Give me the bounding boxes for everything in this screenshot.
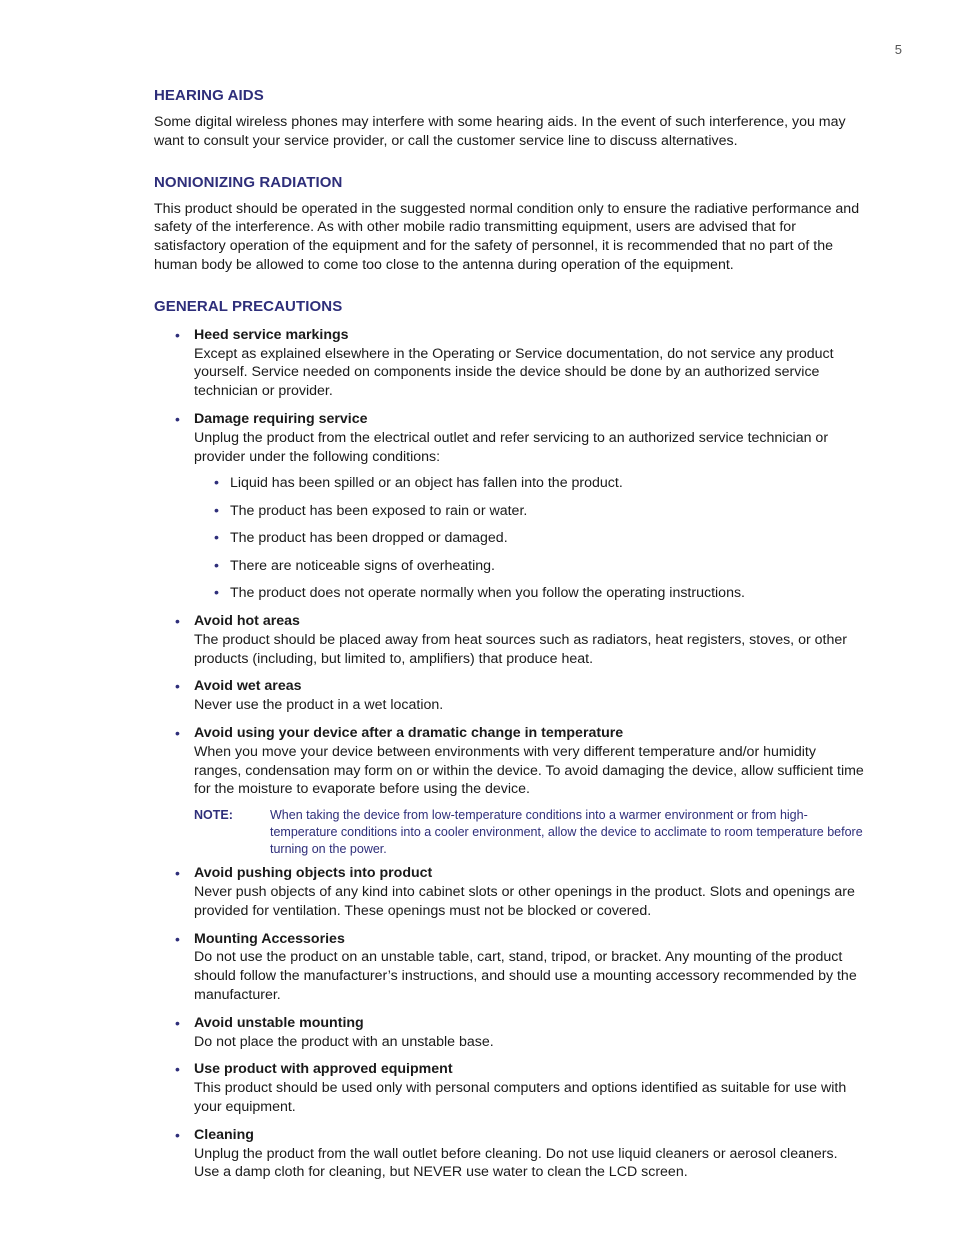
precaution-title: • Damage requiring service bbox=[194, 410, 368, 427]
precautions-list bbox=[154, 326, 866, 799]
precaution-text: Do not use the product on an unstable table, cart, stand, tripod, or bracket. Any mounting of the product should follow the manufacturer’s instructions, and should use a mounting accessory recommended by the manufacturer. bbox=[194, 949, 857, 1004]
condition-item: • There are noticeable signs of overheating. bbox=[194, 557, 866, 576]
precaution-text: Unplug the product from the electrical outlet and refer servicing to an authorized service technician or provider under the following conditions: bbox=[194, 429, 829, 465]
conditions-list bbox=[194, 474, 866, 603]
section-heading-general-precautions: GENERAL PRECAUTIONS bbox=[154, 297, 343, 315]
precaution-text: This product should be used only with personal computers and options identified as suitable for use with your equipment. bbox=[194, 1080, 847, 1116]
precaution-item bbox=[154, 930, 866, 1005]
condition-item: • The product has been dropped or damaged. bbox=[194, 529, 866, 548]
precaution-title: • Heed service markings bbox=[194, 326, 349, 343]
precaution-title: • Avoid pushing objects into product bbox=[194, 865, 433, 882]
precaution-item bbox=[154, 1060, 866, 1116]
precaution-text: Never use the product in a wet location. bbox=[194, 697, 444, 714]
precaution-item bbox=[154, 677, 866, 715]
precaution-text: Unplug the product from the wall outlet before cleaning. Do not use liquid cleaners or aerosol cleaners. Use a damp cloth for cleaning, but NEVER use water to clean the LCD screen. bbox=[194, 1145, 838, 1181]
precaution-title: • Mounting Accessories bbox=[194, 930, 345, 947]
precaution-title: • Avoid wet areas bbox=[194, 678, 302, 695]
precaution-item bbox=[154, 410, 866, 603]
precaution-item bbox=[154, 864, 866, 920]
precautions-list-continued bbox=[154, 864, 866, 1182]
precaution-text: Never push objects of any kind into cabinet slots or other openings in the product. Slots and openings are provided for ventilation. These openings must not be blocked or covered. bbox=[194, 884, 855, 919]
section-body-nonionizing-radiation: This product should be operated in the suggested normal condition only to ensure the radiative performance and safety of the interference. As with other mobile radio transmitting equipment, users are advised that for satisfactory operation of the equipment and for the safety of personnel, it is recommended that no part of the human body be allowed to come too close to the antenna during operation of the equipment. bbox=[154, 200, 860, 273]
precaution-item bbox=[154, 1126, 866, 1182]
precaution-item bbox=[154, 724, 866, 799]
precaution-text: The product should be placed away from heat sources such as radiators, heat registers, stoves, or other products (including, but limited to, amplifiers) that produce heat. bbox=[194, 631, 847, 667]
precaution-text: Except as explained elsewhere in the Operating or Service documentation, do not service any product yourself. Service needed on components inside the device should be done by an authorized service technician or provider. bbox=[194, 345, 834, 400]
precaution-text: Do not place the product with an unstable base. bbox=[194, 1033, 494, 1050]
note-box bbox=[194, 807, 866, 858]
precaution-title: • Use product with approved equipment bbox=[194, 1061, 453, 1078]
section-body-hearing-aids: Some digital wireless phones may interfere with some hearing aids. In the event of such interference, you may want to consult your service provider, or call the customer service line to discuss alternatives. bbox=[154, 114, 846, 149]
precaution-title: • Avoid hot areas bbox=[194, 613, 300, 630]
condition-item: • The product does not operate normally when you follow the operating instructions. bbox=[194, 584, 866, 603]
section-heading-nonionizing-radiation: NONIONIZING RADIATION bbox=[154, 173, 343, 191]
document-body bbox=[154, 86, 866, 1191]
note-label: NOTE: bbox=[194, 808, 233, 823]
precaution-text: When you move your device between environments with very different temperature and/or humidity ranges, condensation may form on or within the device. To avoid damaging the device, allow sufficient time for the moisture to evaporate before using the device. bbox=[194, 743, 864, 798]
condition-item: • Liquid has been spilled or an object has fallen into the product. bbox=[194, 474, 866, 493]
precaution-item bbox=[154, 326, 866, 401]
condition-item: • The product has been exposed to rain or water. bbox=[194, 502, 866, 521]
precaution-item bbox=[154, 1014, 866, 1052]
precaution-item bbox=[154, 612, 866, 668]
precaution-title: • Avoid using your device after a dramatic change in temperature bbox=[194, 725, 624, 742]
precaution-title: • Avoid unstable mounting bbox=[194, 1014, 364, 1031]
precaution-title: • Cleaning bbox=[194, 1126, 254, 1143]
page-number: 5 bbox=[894, 42, 902, 57]
section-heading-hearing-aids: HEARING AIDS bbox=[154, 87, 264, 104]
note-text: When taking the device from low-temperature conditions into a warmer environment or from high-temperature conditions into a cooler environment, allow the device to acclimate to room temperature before turning on the power. bbox=[270, 808, 863, 857]
